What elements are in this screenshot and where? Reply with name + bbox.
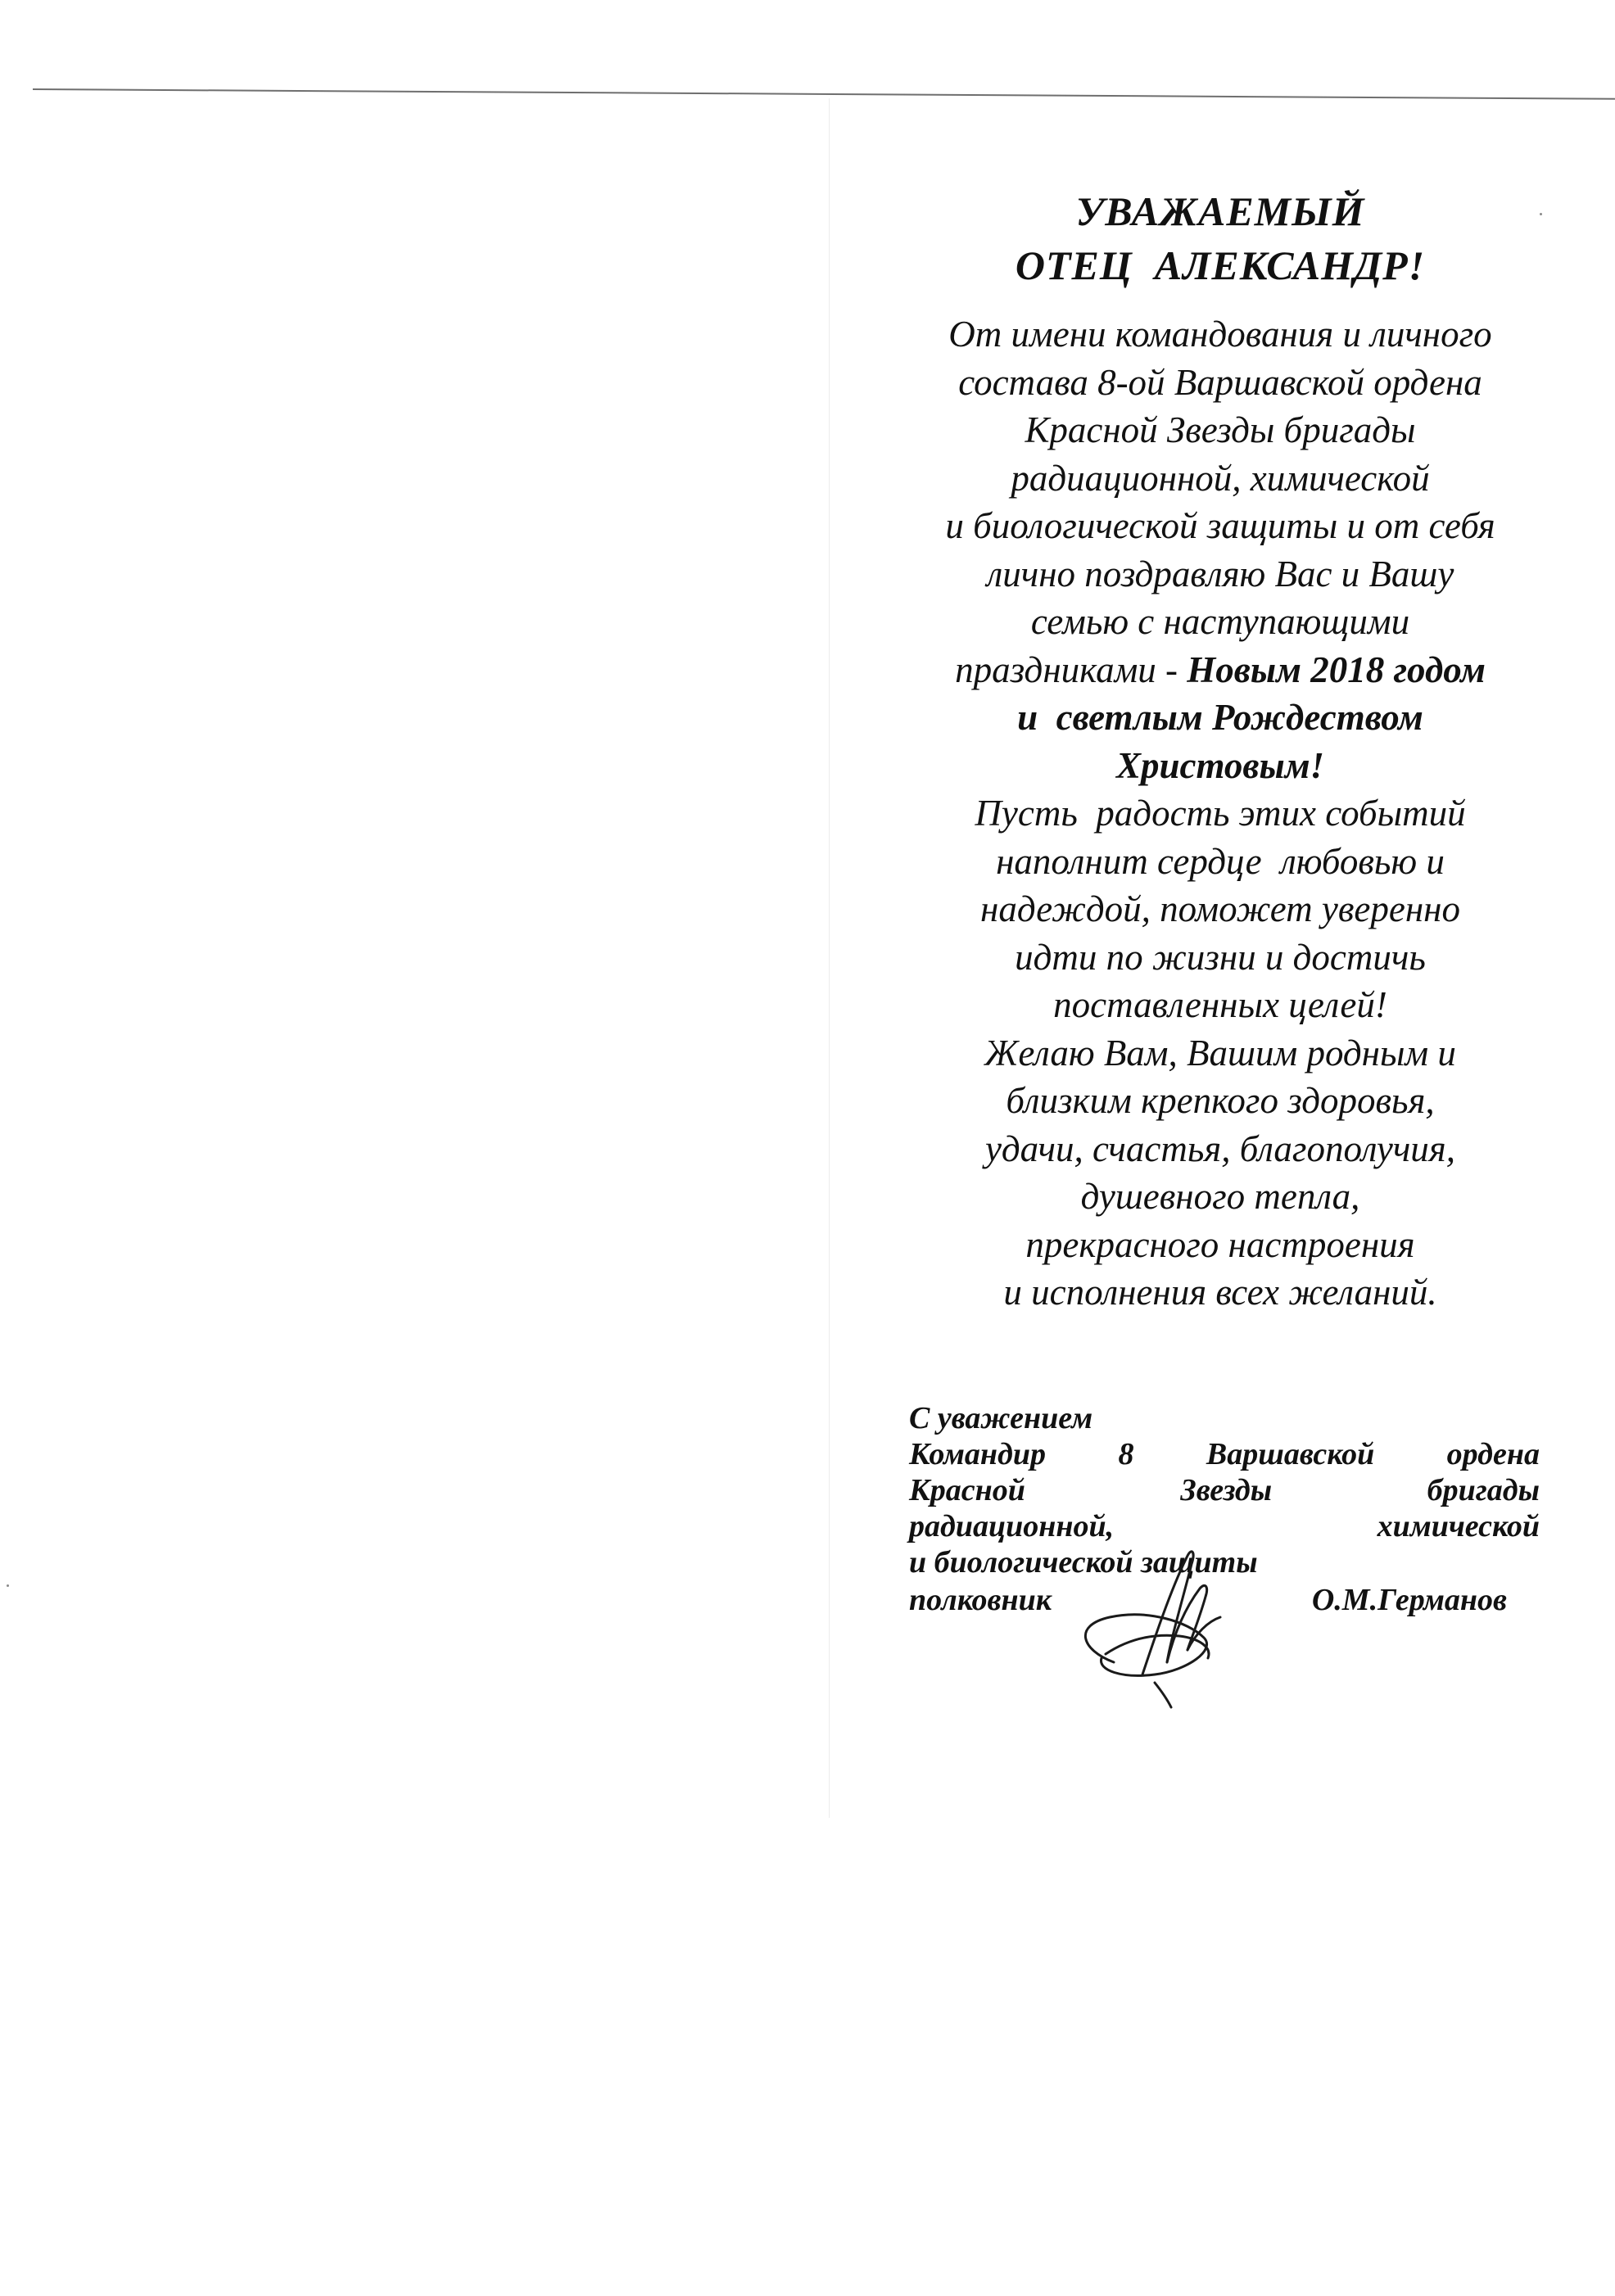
message-line: душевного тепла,	[1080, 1176, 1360, 1217]
holiday-name: Христовым!	[1115, 744, 1325, 786]
card-top-edge	[33, 88, 1615, 100]
message-line: От имени командования и личного	[948, 314, 1492, 355]
greeting-block	[893, 184, 1548, 1317]
closing-title-line: и биологической защиты	[909, 1545, 1258, 1580]
card-fold-line	[829, 98, 830, 1818]
message-line: идти по жизни и достичь	[1015, 936, 1426, 978]
message-line: поставленных целей!	[1053, 984, 1387, 1025]
scan-speck	[7, 1584, 9, 1587]
message-line: и биологической защиты и от себя	[945, 505, 1495, 546]
message-line: прекрасного настроения	[1025, 1223, 1415, 1265]
message-body	[893, 310, 1548, 1317]
handwritten-signature	[1065, 1539, 1269, 1711]
salutation	[893, 184, 1548, 292]
message-line: надеждой, поможет уверенно	[980, 888, 1460, 929]
message-line: наполнит сердце любовью и	[996, 840, 1445, 882]
message-line: Пусть радость этих событий	[975, 793, 1466, 834]
closing-title-line: Красной Звезды бригады	[909, 1473, 1540, 1507]
message-line: лично поздравляю Вас и Вашу	[986, 553, 1454, 594]
holiday-name: и светлым Рождеством	[1017, 697, 1423, 738]
holiday-name: Новым 2018 годом	[1187, 649, 1486, 690]
signatory-name: О.М.Германов	[1311, 1583, 1507, 1617]
closing-title-line: Командир 8 Варшавской ордена	[909, 1437, 1540, 1471]
message-line: близким крепкого здоровья,	[1006, 1080, 1435, 1121]
message-line: радиационной, химической	[1011, 457, 1430, 499]
message-line: Красной Звезды бригады	[1025, 409, 1416, 450]
salutation-line: УВАЖАЕМЫЙ	[1075, 188, 1365, 234]
salutation-line: ОТЕЦ АЛЕКСАНДР!	[1015, 242, 1426, 288]
message-line-text: праздниками -	[955, 649, 1188, 690]
message-line	[893, 646, 1548, 694]
message-line: Желаю Вам, Вашим родным и	[984, 1032, 1456, 1073]
closing-regards: С уважением	[909, 1401, 1093, 1435]
message-line: удачи, счастья, благополучия,	[985, 1128, 1455, 1169]
message-line: и исполнения всех желаний.	[1003, 1272, 1437, 1313]
closing-title-line: радиационной, химической	[909, 1509, 1540, 1543]
message-line: состава 8-ой Варшавской ордена	[958, 361, 1482, 403]
signatory-rank: полковник	[909, 1583, 1052, 1617]
message-line: семью с наступающими	[1030, 601, 1410, 642]
